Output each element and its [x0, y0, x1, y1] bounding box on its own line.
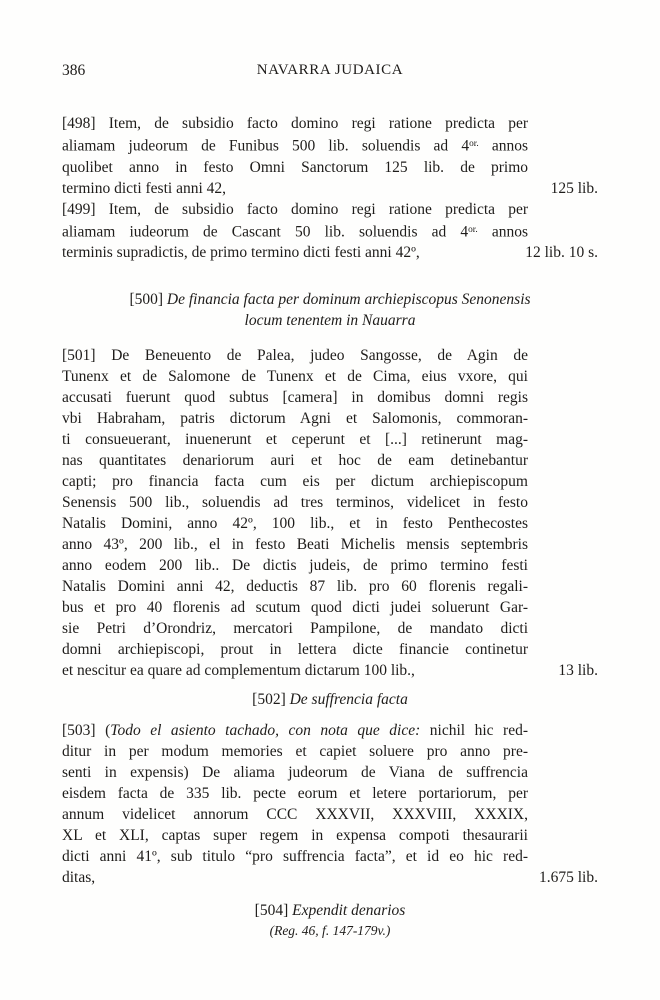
text-segment: annos — [477, 223, 528, 241]
page-number: 386 — [62, 62, 86, 79]
text-line — [62, 134, 528, 157]
text-segment: or. — [469, 139, 479, 149]
amount-503: 1.675 lib. — [539, 869, 598, 887]
text-line — [62, 720, 528, 741]
amount-499: 12 lib. 10 s. — [525, 244, 598, 262]
entry-499 — [62, 199, 598, 264]
text-segment: De suffrencia facta — [289, 691, 408, 709]
text-line — [62, 513, 528, 534]
text-line — [62, 199, 528, 220]
text-segment: [502] — [252, 691, 290, 709]
text-line — [62, 450, 528, 471]
text-line — [62, 639, 528, 660]
text-segment: De financia facta per dominum archiepiscopus Senonensis — [166, 291, 531, 309]
entry-501 — [62, 345, 598, 681]
text-line — [62, 762, 528, 783]
text-segment: Todo el asiento tachado, con nota que dice: — [110, 722, 421, 740]
text-segment: bus et pro 40 florenis ad scutum quod dicti judei soluerunt Gar- — [62, 599, 528, 617]
text-line — [62, 597, 528, 618]
text-segment: ti consueuerant, inuenerunt et ceperunt et [...] retinerunt mag- — [62, 431, 528, 449]
text-segment: aliamam iudeorum de Cascant 50 lib. soluendis ad 4 — [62, 223, 469, 241]
text-line — [62, 576, 528, 597]
text-line — [62, 534, 528, 555]
text-segment: anno 43º, 200 lib., el in festo Beati Michelis mensis septembris — [62, 536, 528, 554]
text-segment: [504] — [254, 902, 293, 920]
text-line — [62, 387, 528, 408]
text-segment: sie Petri d’Orondriz, mercatori Pampilone, de mandato dicti — [62, 620, 528, 638]
page-header — [62, 60, 598, 81]
text-segment: Natalis Domini, anno 42º, 100 lib., et in festo Penthecostes — [62, 515, 528, 533]
text-line — [62, 113, 528, 134]
text-line — [62, 345, 528, 366]
text-segment: locum tenentem in Nauarra — [244, 312, 416, 330]
heading-500-text — [62, 289, 598, 331]
text-line — [62, 555, 528, 576]
text-segment: or. — [468, 224, 478, 235]
text-segment: annum videlicet annorum CCC XXXVII, XXXVIII, XXXIX, — [62, 806, 528, 824]
text-segment: ditur in per modum memories et capiet soluere pro anno pre- — [62, 743, 528, 761]
text-segment: annos — [478, 137, 528, 155]
text-line — [62, 471, 528, 492]
text-line — [62, 242, 528, 263]
text-segment: XL et XLI, captas super regem in expensa compoti thesaurarii — [62, 827, 528, 845]
heading-504-text — [62, 900, 598, 921]
text-segment: dicti anni 41º, sub titulo “pro suffrencia facta”, et id eo hic red- — [62, 848, 528, 866]
text-line — [62, 408, 528, 429]
text-segment: senti in expensis) De aliama judeorum de Viana de suffrencia — [62, 764, 528, 782]
section-heading-500 — [62, 289, 598, 331]
text-segment: et nescitur ea quare ad complementum dictarum 100 lib., — [62, 662, 415, 680]
source-reference: (Reg. 46, f. 147-179v.) — [269, 923, 391, 939]
text-line — [62, 618, 528, 639]
text-line — [62, 825, 528, 846]
text-segment: eisdem facta de 335 lib. pecte eorum et letere portariorum, per — [62, 785, 528, 803]
text-line — [62, 220, 528, 243]
text-line — [62, 741, 528, 762]
text-segment: aliamam judeorum de Funibus 500 lib. soluendis ad 4 — [62, 137, 470, 155]
amount-501: 13 lib. — [558, 662, 598, 680]
text-segment: capti; pro financia facta cum eis per dictum archiepiscopum — [62, 473, 528, 491]
text-segment: domni archiepiscopi, prout in lettera dicte financie continetur — [62, 641, 528, 659]
entry-498 — [62, 113, 598, 199]
text-line — [62, 804, 528, 825]
text-segment: Tunenx et de Salomone de Tunenx et de Cima, eius vxore, qui — [62, 368, 528, 386]
text-line — [62, 310, 598, 331]
running-title: NAVARRA JUDAICA — [256, 62, 404, 78]
text-line — [62, 867, 528, 888]
text-segment: nichil hic red- — [420, 722, 528, 740]
heading-502-text — [62, 689, 598, 710]
text-segment: terminis supradictis, de primo termino dicti festi anni 42º, — [62, 244, 420, 262]
text-line — [62, 289, 598, 310]
text-segment: Senensis 500 lib., soluendis ad tres terminos, videlicet in festo — [62, 494, 528, 512]
text-line — [62, 429, 528, 450]
text-segment: quolibet anno in festo Omni Sanctorum 125 lib. de primo — [62, 158, 528, 176]
text-line — [62, 660, 528, 681]
section-heading-504 — [62, 900, 598, 941]
text-segment: vbi Habraham, patris dictorum Agni et Salomonis, commoran- — [62, 410, 528, 428]
text-segment: termino dicti festi anni 42, — [62, 179, 227, 197]
text-segment: Natalis Domini anni 42, deductis 87 lib. pro 60 florenis regali- — [62, 578, 528, 596]
text-line — [62, 783, 528, 804]
text-segment: [503] ( — [62, 722, 111, 740]
text-line — [62, 492, 528, 513]
text-line — [62, 846, 528, 867]
text-line — [62, 900, 598, 921]
entry-503 — [62, 720, 598, 888]
text-segment: ditas, — [62, 869, 96, 887]
text-segment: Expendit denarios — [292, 902, 406, 920]
text-segment: accusati fuerunt quod subtus [camera] in domibus domni regis — [62, 389, 528, 407]
text-segment: [500] — [129, 291, 167, 309]
text-line — [62, 157, 528, 178]
text-line — [62, 689, 598, 710]
paragraph-499-text — [62, 199, 528, 264]
text-segment: [499] Item, de subsidio facto domino regi ratione predicta per — [62, 200, 528, 218]
text-segment: [498] Item, de subsidio facto domino regi ratione predicta per — [62, 115, 528, 132]
section-heading-502 — [62, 689, 598, 710]
text-segment: anno eodem 200 lib.. De dictis judeis, de primo termino festi — [62, 557, 528, 575]
paragraph-503-text — [62, 720, 528, 888]
text-segment: [501] De Beneuento de Palea, judeo Sangosse, de Agin de — [62, 347, 528, 365]
paragraph-501-text — [62, 345, 528, 681]
text-line — [62, 178, 528, 199]
text-segment: nas quantitates denariorum auri et hoc de eam detinebantur — [62, 452, 528, 470]
text-line — [62, 366, 528, 387]
paragraph-498-text — [62, 113, 528, 199]
amount-498: 125 lib. — [550, 179, 598, 197]
